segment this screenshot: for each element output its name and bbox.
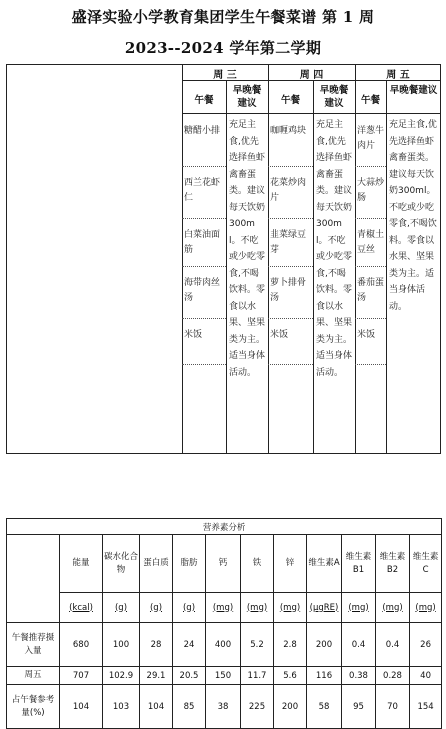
unit-label: (mg) [348, 602, 369, 613]
nutrient-header: 维生素A [307, 535, 342, 593]
nutrient-value: 0.4 [376, 623, 410, 667]
nutrient-value: 5.2 [241, 623, 274, 667]
nutrient-value: 102.9 [103, 667, 140, 685]
dish-rule [268, 218, 313, 219]
nutrient-header: 维生素C [410, 535, 442, 593]
dish-item: 花菜炒肉片 [270, 178, 307, 203]
nutrient-value: 20.5 [173, 667, 206, 685]
nutrient-value: 11.7 [241, 667, 274, 685]
nutrient-header: 能量 [60, 535, 103, 593]
unit-label: (g) [114, 602, 128, 613]
nutrient-value: 225 [241, 685, 274, 729]
dish-item: 青椒土豆丝 [357, 230, 385, 255]
nutrient-value: 24 [173, 623, 206, 667]
day-header-rule [182, 80, 268, 81]
nutrient-value: 2.8 [274, 623, 307, 667]
dish-item: 糖醋小排 [184, 126, 221, 136]
lunch-header: 午餐 [280, 95, 300, 106]
header-rule [182, 113, 268, 114]
nutrient-value: 0.4 [342, 623, 376, 667]
nutrient-value: 103 [103, 685, 140, 729]
nutrient-header: 维生素B1 [342, 535, 376, 593]
nutrient-value: 150 [206, 667, 241, 685]
nutrient-header: 锌 [274, 535, 307, 593]
unit-label: (g) [182, 602, 196, 613]
nutrient-value: 58 [307, 685, 342, 729]
dish-rule [182, 266, 226, 267]
nutrient-value: 200 [307, 623, 342, 667]
unit-cell [274, 593, 307, 623]
header-rule [268, 113, 355, 114]
dish-item: 西兰花虾仁 [184, 178, 221, 203]
meal-advice: 充足主食,优先选择鱼虾禽畜蛋类。建议每天饮奶300ml。不吃或少吃零食,不喝饮料。零食以水果、坚果类为主。适当身体活动。 [229, 120, 266, 378]
lunch-header: 午餐 [360, 95, 380, 106]
dish-item: 番茄蛋汤 [357, 278, 385, 303]
advice-header: 早晚餐建议 [319, 85, 349, 109]
nutrient-header: 维生素B2 [376, 535, 410, 593]
nutrition-row [7, 623, 442, 667]
dish-rule [355, 318, 386, 319]
nutrient-value: 400 [206, 623, 241, 667]
nutrient-value: 95 [342, 685, 376, 729]
nutrition-title: 营养素分析 [7, 519, 442, 535]
unit-cell [60, 593, 103, 623]
unit-label: (mg) [279, 602, 301, 613]
unit-label: (kcal) [69, 602, 93, 613]
nutrient-value: 104 [60, 685, 103, 729]
nutrient-value: 26 [410, 623, 442, 667]
day-header: 周 五 [386, 70, 410, 81]
nutrient-value: 680 [60, 623, 103, 667]
unit-label: (g) [149, 602, 163, 613]
nutrition-table [6, 518, 442, 729]
day-header: 周 四 [299, 70, 324, 81]
nutrient-value: 200 [274, 685, 307, 729]
nutrient-header: 蛋白质 [140, 535, 173, 593]
nutrition-row [7, 667, 442, 685]
dish-item: 咖喱鸡块 [270, 126, 307, 136]
unit-cell [173, 593, 206, 623]
day-header-rule [355, 80, 441, 81]
dish-item: 韭菜绿豆芽 [270, 230, 307, 255]
dish-rule [182, 364, 226, 365]
semester-subtitle: 2023--2024 学年第二学期 [124, 39, 322, 57]
dish-item: 米饭 [270, 330, 289, 340]
dish-rule [355, 364, 386, 365]
nutrient-value: 707 [60, 667, 103, 685]
dish-rule [355, 218, 386, 219]
nutrient-header: 脂肪 [173, 535, 206, 593]
day-header-rule [268, 80, 355, 81]
advice-header: 早晚餐建议 [232, 85, 262, 109]
nutrient-value: 85 [173, 685, 206, 729]
nutrient-header: 钙 [206, 535, 241, 593]
lunch-advice-divider [386, 80, 387, 454]
nutrient-value: 29.1 [140, 667, 173, 685]
dish-item: 米饭 [357, 330, 376, 340]
unit-cell [206, 593, 241, 623]
nutrient-value: 0.28 [376, 667, 410, 685]
nutrient-header: 铁 [241, 535, 274, 593]
unit-label: (mg) [212, 602, 234, 613]
nutrient-header: 碳水化合物 [103, 535, 140, 593]
corner-cell [7, 535, 60, 623]
day-header: 周 三 [213, 70, 237, 81]
dish-item: 萝卜排骨汤 [270, 278, 307, 303]
nutrient-value: 154 [410, 685, 442, 729]
dish-rule [182, 318, 226, 319]
dish-item: 大蒜炒肠 [357, 178, 385, 203]
dish-rule [268, 266, 313, 267]
nutrient-value: 40 [410, 667, 442, 685]
dish-rule [268, 318, 313, 319]
nutrient-value: 100 [103, 623, 140, 667]
nutrient-value: 38 [206, 685, 241, 729]
lunch-advice-divider [313, 80, 314, 454]
meal-advice: 充足主食,优先选择鱼虾禽畜蛋类。建议每天饮奶300ml。不吃或少吃零食,不喝饮料。零食以水果、坚果类为主。适当身体活动。 [389, 120, 437, 312]
nutrient-value: 104 [140, 685, 173, 729]
unit-cell [307, 593, 342, 623]
dish-rule [355, 166, 386, 167]
unit-cell [241, 593, 274, 623]
lunch-header: 午餐 [194, 95, 214, 106]
nutrient-value: 5.6 [274, 667, 307, 685]
row-label: 午餐推荐摄入量 [7, 623, 60, 667]
nutrient-value: 70 [376, 685, 410, 729]
header-rule [355, 113, 441, 114]
unit-label: (mg) [415, 602, 436, 613]
dish-item: 白菜油面筋 [184, 230, 221, 255]
dish-rule [182, 166, 226, 167]
unit-cell [410, 593, 442, 623]
unit-cell [140, 593, 173, 623]
unit-cell [103, 593, 140, 623]
lunch-advice-divider [226, 80, 227, 454]
unit-cell [376, 593, 410, 623]
row-label: 周五 [7, 667, 60, 685]
dish-item: 米饭 [184, 330, 203, 340]
dish-item: 海带肉丝汤 [184, 278, 221, 303]
nutrient-value: 116 [307, 667, 342, 685]
unit-label: (mg) [382, 602, 403, 613]
dish-item: 洋葱牛肉片 [357, 126, 385, 151]
menu-title: 盛泽实验小学教育集团学生午餐菜谱 第 1 周 [71, 8, 375, 26]
unit-label: (mg) [246, 602, 268, 613]
meal-advice: 充足主食,优先选择鱼虾禽畜蛋类。建议每天饮奶300ml。不吃或少吃零食,不喝饮料。零食以水果、坚果类为主。适当身体活动。 [316, 120, 353, 378]
nutrient-value: 28 [140, 623, 173, 667]
dish-rule [182, 218, 226, 219]
dish-rule [268, 364, 313, 365]
nutrient-value: 0.38 [342, 667, 376, 685]
advice-header: 早晚餐建议 [389, 85, 438, 96]
dish-rule [268, 166, 313, 167]
unit-label: (μgRE) [309, 602, 339, 613]
nutrition-row [7, 685, 442, 729]
menu-blank-column [6, 64, 182, 454]
dish-rule [355, 266, 386, 267]
unit-cell [342, 593, 376, 623]
row-label: 占午餐参考量(%) [7, 685, 60, 729]
